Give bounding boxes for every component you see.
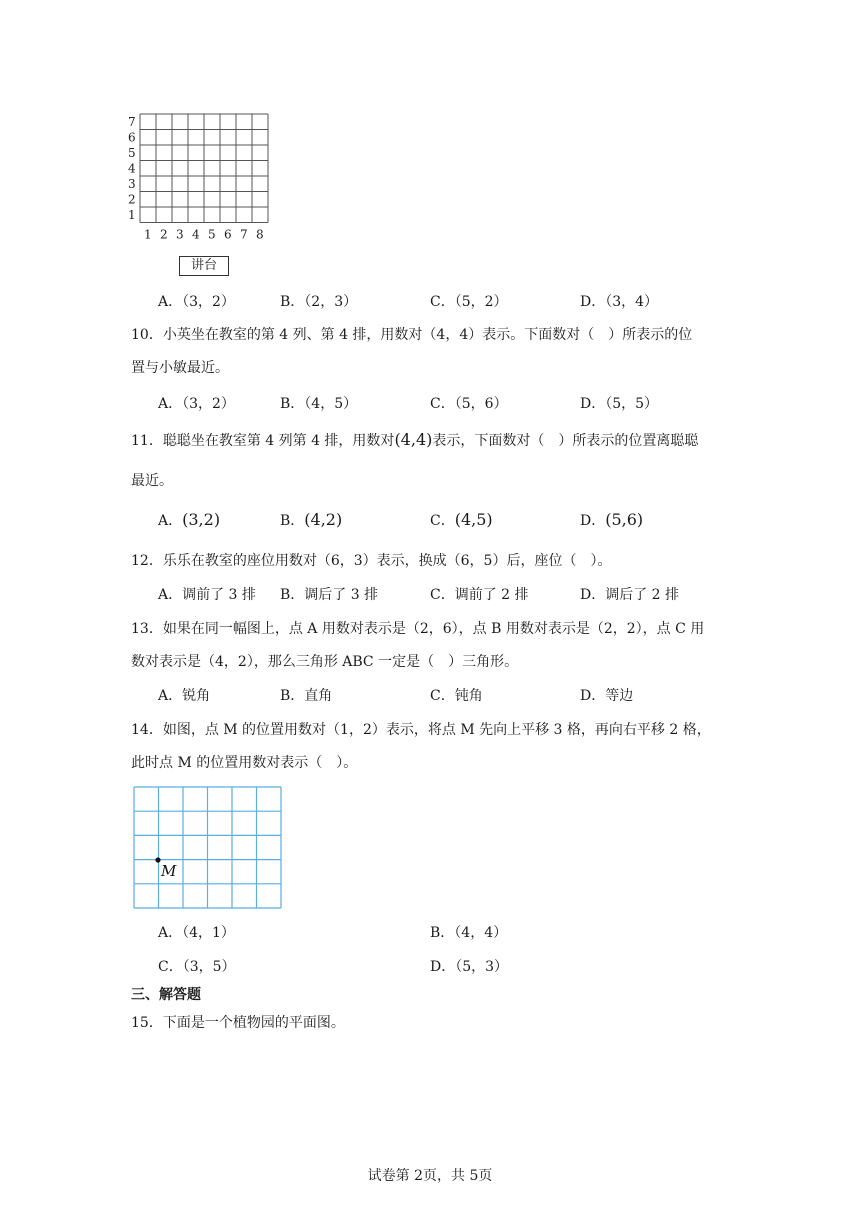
q13-text-line1: 13．如果在同一幅图上，点 A 用数对表示是（2，6），点 B 用数对表示是（2，2），点 C 用 [131, 621, 705, 637]
point-m-grid-svg [133, 786, 283, 910]
q11-option-a-value: (3,2) [182, 510, 221, 529]
row-label: 4 [128, 161, 136, 176]
q11-text-a: 11．聪聪坐在教室第 4 列第 4 排，用数对 [131, 433, 395, 449]
page-footer: 试卷第 2页，共 5页 [367, 1168, 493, 1184]
q11-text-line2: 最近。 [131, 473, 173, 489]
q11-option-a-letter: A． [158, 513, 183, 529]
section-heading: 三、解答题 [131, 986, 201, 1002]
q14-option-c[interactable]: C．（3，5） [158, 959, 236, 975]
q10-text-line1: 10．小英坐在教室的第 4 列、第 4 排，用数对（4，4）表示。下面数对（ ）所表示的位 [131, 327, 693, 343]
q11-option-b-value: (4,2) [304, 510, 343, 529]
q12-option-d[interactable]: D．调后了 2 排 [580, 587, 680, 603]
q13-option-c[interactable]: C．钝角 [430, 688, 483, 704]
row-label: 5 [128, 146, 136, 160]
q11-option-b[interactable] [280, 510, 342, 531]
col-label: 6 [224, 227, 232, 242]
q14-option-a[interactable]: A．（4，1） [158, 925, 235, 941]
row-label: 1 [128, 208, 136, 222]
q11-text-line1 [131, 430, 698, 451]
q14-option-d[interactable]: D．（5，3） [430, 959, 509, 975]
col-label: 8 [256, 227, 264, 242]
q13-option-a[interactable]: A．锐角 [158, 688, 211, 704]
q10-option-a[interactable]: A．（3，2） [158, 396, 235, 412]
row-label: 6 [128, 130, 136, 145]
point-m-grid-figure [133, 786, 283, 910]
row-label: 2 [128, 192, 136, 207]
q11-option-d[interactable] [580, 510, 643, 531]
col-label: 3 [176, 227, 184, 242]
podium-label: 讲台 [179, 256, 229, 276]
q14-text-line1: 14．如图，点 M 的位置用数对（1，2）表示，将点 M 先向上平移 3 格，再向右平移 2 格， [131, 722, 711, 738]
col-label: 7 [240, 227, 248, 242]
q9-option-c[interactable]: C．（5，2） [430, 294, 508, 310]
col-label: 1 [144, 227, 152, 242]
col-label: 5 [208, 227, 216, 242]
q12-option-b[interactable]: B．调后了 3 排 [280, 587, 379, 603]
q10-option-d[interactable]: D．（5，5） [580, 396, 659, 412]
q11-option-c-letter: C． [430, 513, 455, 529]
q11-option-a[interactable] [158, 510, 220, 531]
col-label: 4 [192, 227, 200, 242]
seat-grid-svg [126, 112, 286, 277]
q9-option-a[interactable]: A．（3，2） [158, 294, 235, 310]
q11-option-d-value: (5,6) [605, 510, 644, 529]
q13-option-d[interactable]: D．等边 [580, 688, 634, 704]
q10-option-b[interactable]: B．（4，5） [280, 396, 358, 412]
q14-text-line2: 此时点 M 的位置用数对表示（ ）。 [131, 755, 358, 771]
q12-text-line1: 12．乐乐在教室的座位用数对（6，3）表示，换成（6，5）后，座位（ ）。 [131, 553, 612, 569]
q13-option-b[interactable]: B．直角 [280, 688, 333, 704]
q10-option-c[interactable]: C．（5，6） [430, 396, 508, 412]
row-label: 3 [128, 177, 136, 191]
seat-grid-figure [126, 112, 286, 277]
q12-option-c[interactable]: C．调前了 2 排 [430, 587, 529, 603]
col-label: 2 [160, 227, 168, 242]
q10-text-line2: 置与小敏最近。 [131, 360, 229, 376]
q11-option-d-letter: D． [580, 513, 606, 529]
q9-option-d[interactable]: D．（3，4） [580, 294, 659, 310]
q11-option-b-letter: B． [280, 513, 305, 529]
point-m-label: M [161, 862, 177, 880]
q12-option-a[interactable]: A．调前了 3 排 [158, 587, 256, 603]
q13-text-line2: 数对表示是（4，2），那么三角形 ABC 一定是（ ）三角形。 [131, 654, 519, 670]
row-label: 7 [128, 115, 136, 129]
q9-option-b[interactable]: B．（2，3） [280, 294, 358, 310]
q11-option-c-value: (4,5) [454, 510, 493, 529]
q11-option-c[interactable] [430, 510, 493, 531]
q15-text: 15．下面是一个植物园的平面图。 [131, 1015, 345, 1031]
q14-option-b[interactable]: B．（4，4） [430, 925, 508, 941]
point-m-dot [155, 857, 160, 862]
q11-text-b: 表示，下面数对（ ）所表示的位置离聪聪 [432, 433, 699, 449]
q11-math-pair: (4,4) [394, 430, 433, 449]
